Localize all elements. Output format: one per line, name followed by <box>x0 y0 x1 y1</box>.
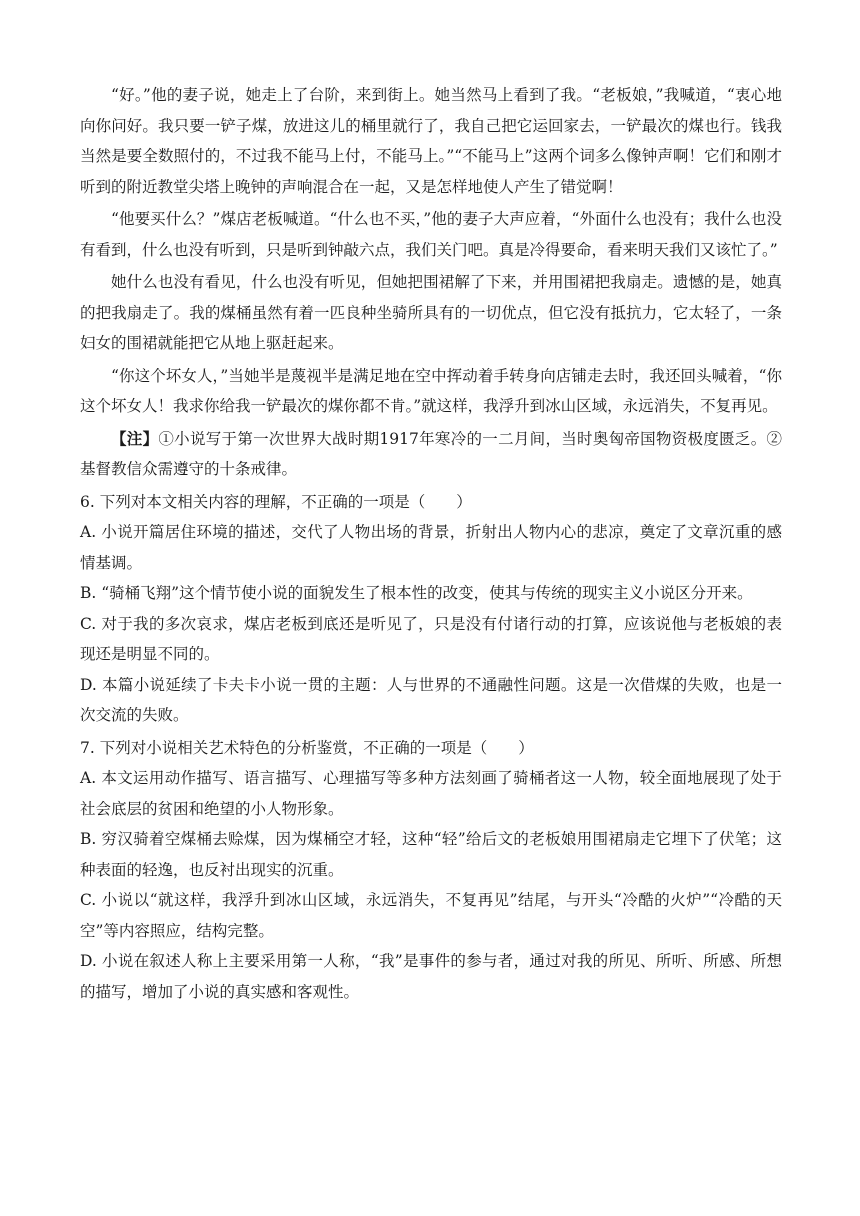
question-6 <box>80 487 782 731</box>
footnote <box>80 424 782 485</box>
passage-paragraph-3: 她什么也没有看见，什么也没有听见，但她把围裙解了下来，并用围裙把我扇走。遗憾的是，她真的把我扇走了。我的煤桶虽然有着一匹良种坐骑所具有的一切优点，但它没有抵抗力，它太轻了，一条妇女的围裙就能把它从地上驱赶起来。 <box>80 273 782 352</box>
option-d: D. 小说在叙述人称上主要采用第一人称，“我”是事件的参与者，通过对我的所见、所听、所感、所想的描写，增加了小说的真实感和客观性。 <box>80 952 782 1001</box>
option-c: C. 小说以“就这样，我浮升到冰山区域，永远消失，不复再见”结尾，与开头“冷酷的火炉”“冷酷的天空”等内容照应，结构完整。 <box>80 891 782 940</box>
passage-paragraph-4: “你这个坏女人，”当她半是蔑视半是满足地在空中挥动着手转身向店铺走去时，我还回头喊着，“你这个坏女人！我求你给我一铲最次的煤你都不肯。”就这样，我浮升到冰山区域，永远消失，不复再见。 <box>80 366 782 415</box>
passage-paragraph-2: “他要买什么？”煤店老板喊道。“什么也不买，”他的妻子大声应着，“外面什么也没有；我什么也没有看到，什么也没有听到，只是听到钟敲六点，我们关门吧。真是冷得要命，看来明天我们又该忙了。” <box>80 210 782 259</box>
question-stem: 6. 下列对本文相关内容的理解，不正确的一项是（ ） <box>80 492 472 511</box>
question-7 <box>80 733 782 1008</box>
footnote-text: ①小说写于第一次世界大战时期1917年寒冷的一二月间，当时奥匈帝国物资极度匮乏。②基督教信众需遵守的十条戒律。 <box>80 429 782 478</box>
document-page <box>80 80 782 1007</box>
option-a: A. 小说开篇居住环境的描述，交代了人物出场的背景，折射出人物内心的悲凉，奠定了文章沉重的感情基调。 <box>80 523 782 572</box>
option-d: D. 本篇小说延续了卡夫卡小说一贯的主题：人与世界的不通融性问题。这是一次借煤的失败，也是一次交流的失败。 <box>80 675 782 724</box>
passage-paragraph-1: “好。”他的妻子说，她走上了台阶，来到街上。她当然马上看到了我。“老板娘，”我喊道，“衷心地向你问好。我只要一铲子煤，放进这儿的桶里就行了，我自己把它运回家去，一铲最次的煤也行。钱我当然是要全数照付的，不过我不能马上付，不能马上。”“不能马上”这两个词多么像钟声啊！它们和刚才听到的附近教堂尖塔上晚钟的声响混合在一起，又是怎样地使人产生了错觉啊！ <box>80 86 782 196</box>
option-a: A. 本文运用动作描写、语言描写、心理描写等多种方法刻画了骑桶者这一人物，较全面地展现了处于社会底层的贫困和绝望的小人物形象。 <box>80 769 782 818</box>
option-b: B. 穷汉骑着空煤桶去赊煤，因为煤桶空才轻，这种“轻”给后文的老板娘用围裙扇走它埋下了伏笔；这种表面的轻逸，也反衬出现实的沉重。 <box>80 830 782 879</box>
footnote-label: 【注】 <box>111 428 159 448</box>
question-stem: 7. 下列对小说相关艺术特色的分析鉴赏，不正确的一项是（ ） <box>80 738 534 757</box>
passage <box>80 80 782 485</box>
option-c: C. 对于我的多次哀求，煤店老板到底还是听见了，只是没有付诸行动的打算，应该说他与老板娘的表现还是明显不同的。 <box>80 614 782 663</box>
option-b: B. “骑桶飞翔”这个情节使小说的面貌发生了根本性的改变，使其与传统的现实主义小说区分开来。 <box>80 584 753 602</box>
